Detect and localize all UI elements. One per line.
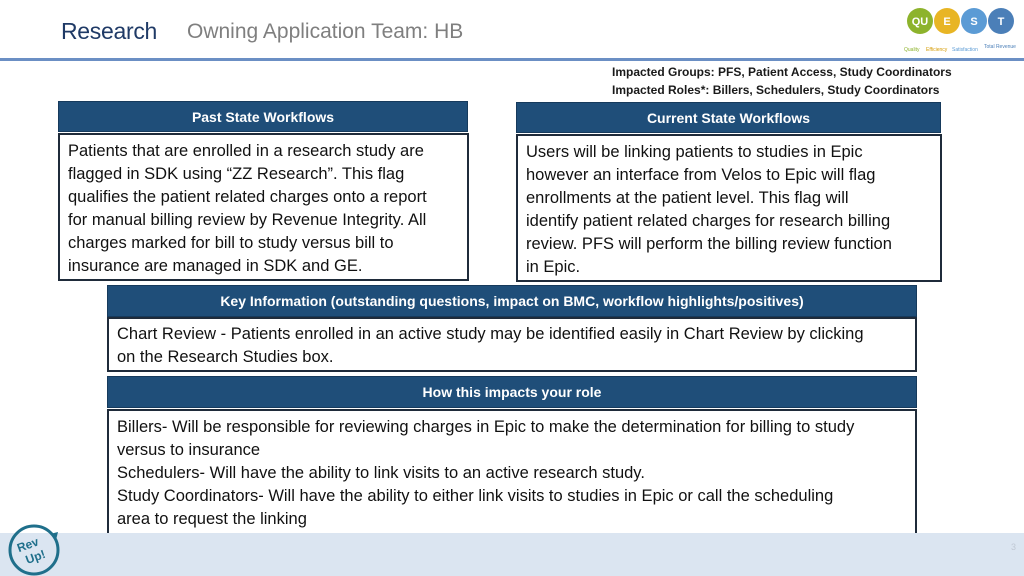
key-info-box [107,317,917,372]
rev-up-text: Rev [15,534,41,556]
role-impact-heading: How this impacts your role [107,376,917,408]
key-info-line: Chart Review - Patients enrolled in an active study may be identified easily in Chart Review by clicking [117,325,864,343]
impacted-roles: Impacted Roles*: Billers, Schedulers, Study Coordinators [612,83,940,97]
past-state-line: for manual billing review by Revenue Integrity. All [68,211,427,229]
role-impact-line: Billers- Will be responsible for reviewing charges in Epic to make the determination for billing to study [117,418,855,436]
current-state-line: Users will be linking patients to studies in Epic [526,143,863,161]
logo-tagline-efficiency: Efficiency [926,47,948,53]
rev-up-text: Up! [23,546,48,567]
past-state-heading: Past State Workflows [58,101,468,132]
page-number: 3 [1010,542,1016,552]
past-state-line: charges marked for bill to study versus bill to [68,234,394,252]
role-impact-line: Schedulers- Will have the ability to link visits to an active research study. [117,464,645,482]
current-state-heading: Current State Workflows [516,102,941,133]
logo-tagline-satisfaction: Satisfaction [952,47,978,53]
role-impact-box [107,409,917,535]
role-impact-line: Study Coordinators- Will have the ability to either link visits to studies in Epic or call the scheduling [117,487,834,505]
current-state-line: in Epic. [526,258,581,276]
impacted-groups: Impacted Groups: PFS, Patient Access, Study Coordinators [612,65,952,79]
past-state-line: insurance are managed in SDK and GE. [68,257,363,275]
current-state-box [516,134,942,282]
logo-tagline-revenue: Total Revenue [984,44,1016,50]
role-impact-line: area to request the linking [117,510,307,528]
past-state-box [58,133,469,281]
role-impact-line: versus to insurance [117,441,261,459]
key-info-heading: Key Information (outstanding questions, impact on BMC, workflow highlights/positives) [107,285,917,317]
impacted-info [612,63,952,99]
rev-up-badge [4,520,68,576]
header-divider [0,58,1024,61]
footer-band [0,533,1024,576]
owning-team-subtitle: Owning Application Team: HB [187,20,464,43]
past-state-line: qualifies the patient related charges onto a report [68,188,427,206]
logo-letter: S [970,16,978,28]
logo-tagline-quality: Quality [904,47,920,53]
current-state-line: identify patient related charges for research billing [526,212,891,230]
quest-logo [900,4,1024,58]
current-state-line: enrollments at the patient level. This flag will [526,189,849,207]
past-state-line: Patients that are enrolled in a research study are [68,142,424,160]
logo-letter: T [997,16,1005,28]
logo-letter: QU [911,16,929,28]
current-state-line: review. PFS will perform the billing review function [526,235,892,253]
page-title: Research [61,18,158,44]
current-state-line: however an interface from Velos to Epic will flag [526,166,876,184]
past-state-line: flagged in SDK using “ZZ Research”. This flag [68,165,405,183]
key-info-line: on the Research Studies box. [117,348,334,366]
logo-letter: E [943,16,951,28]
